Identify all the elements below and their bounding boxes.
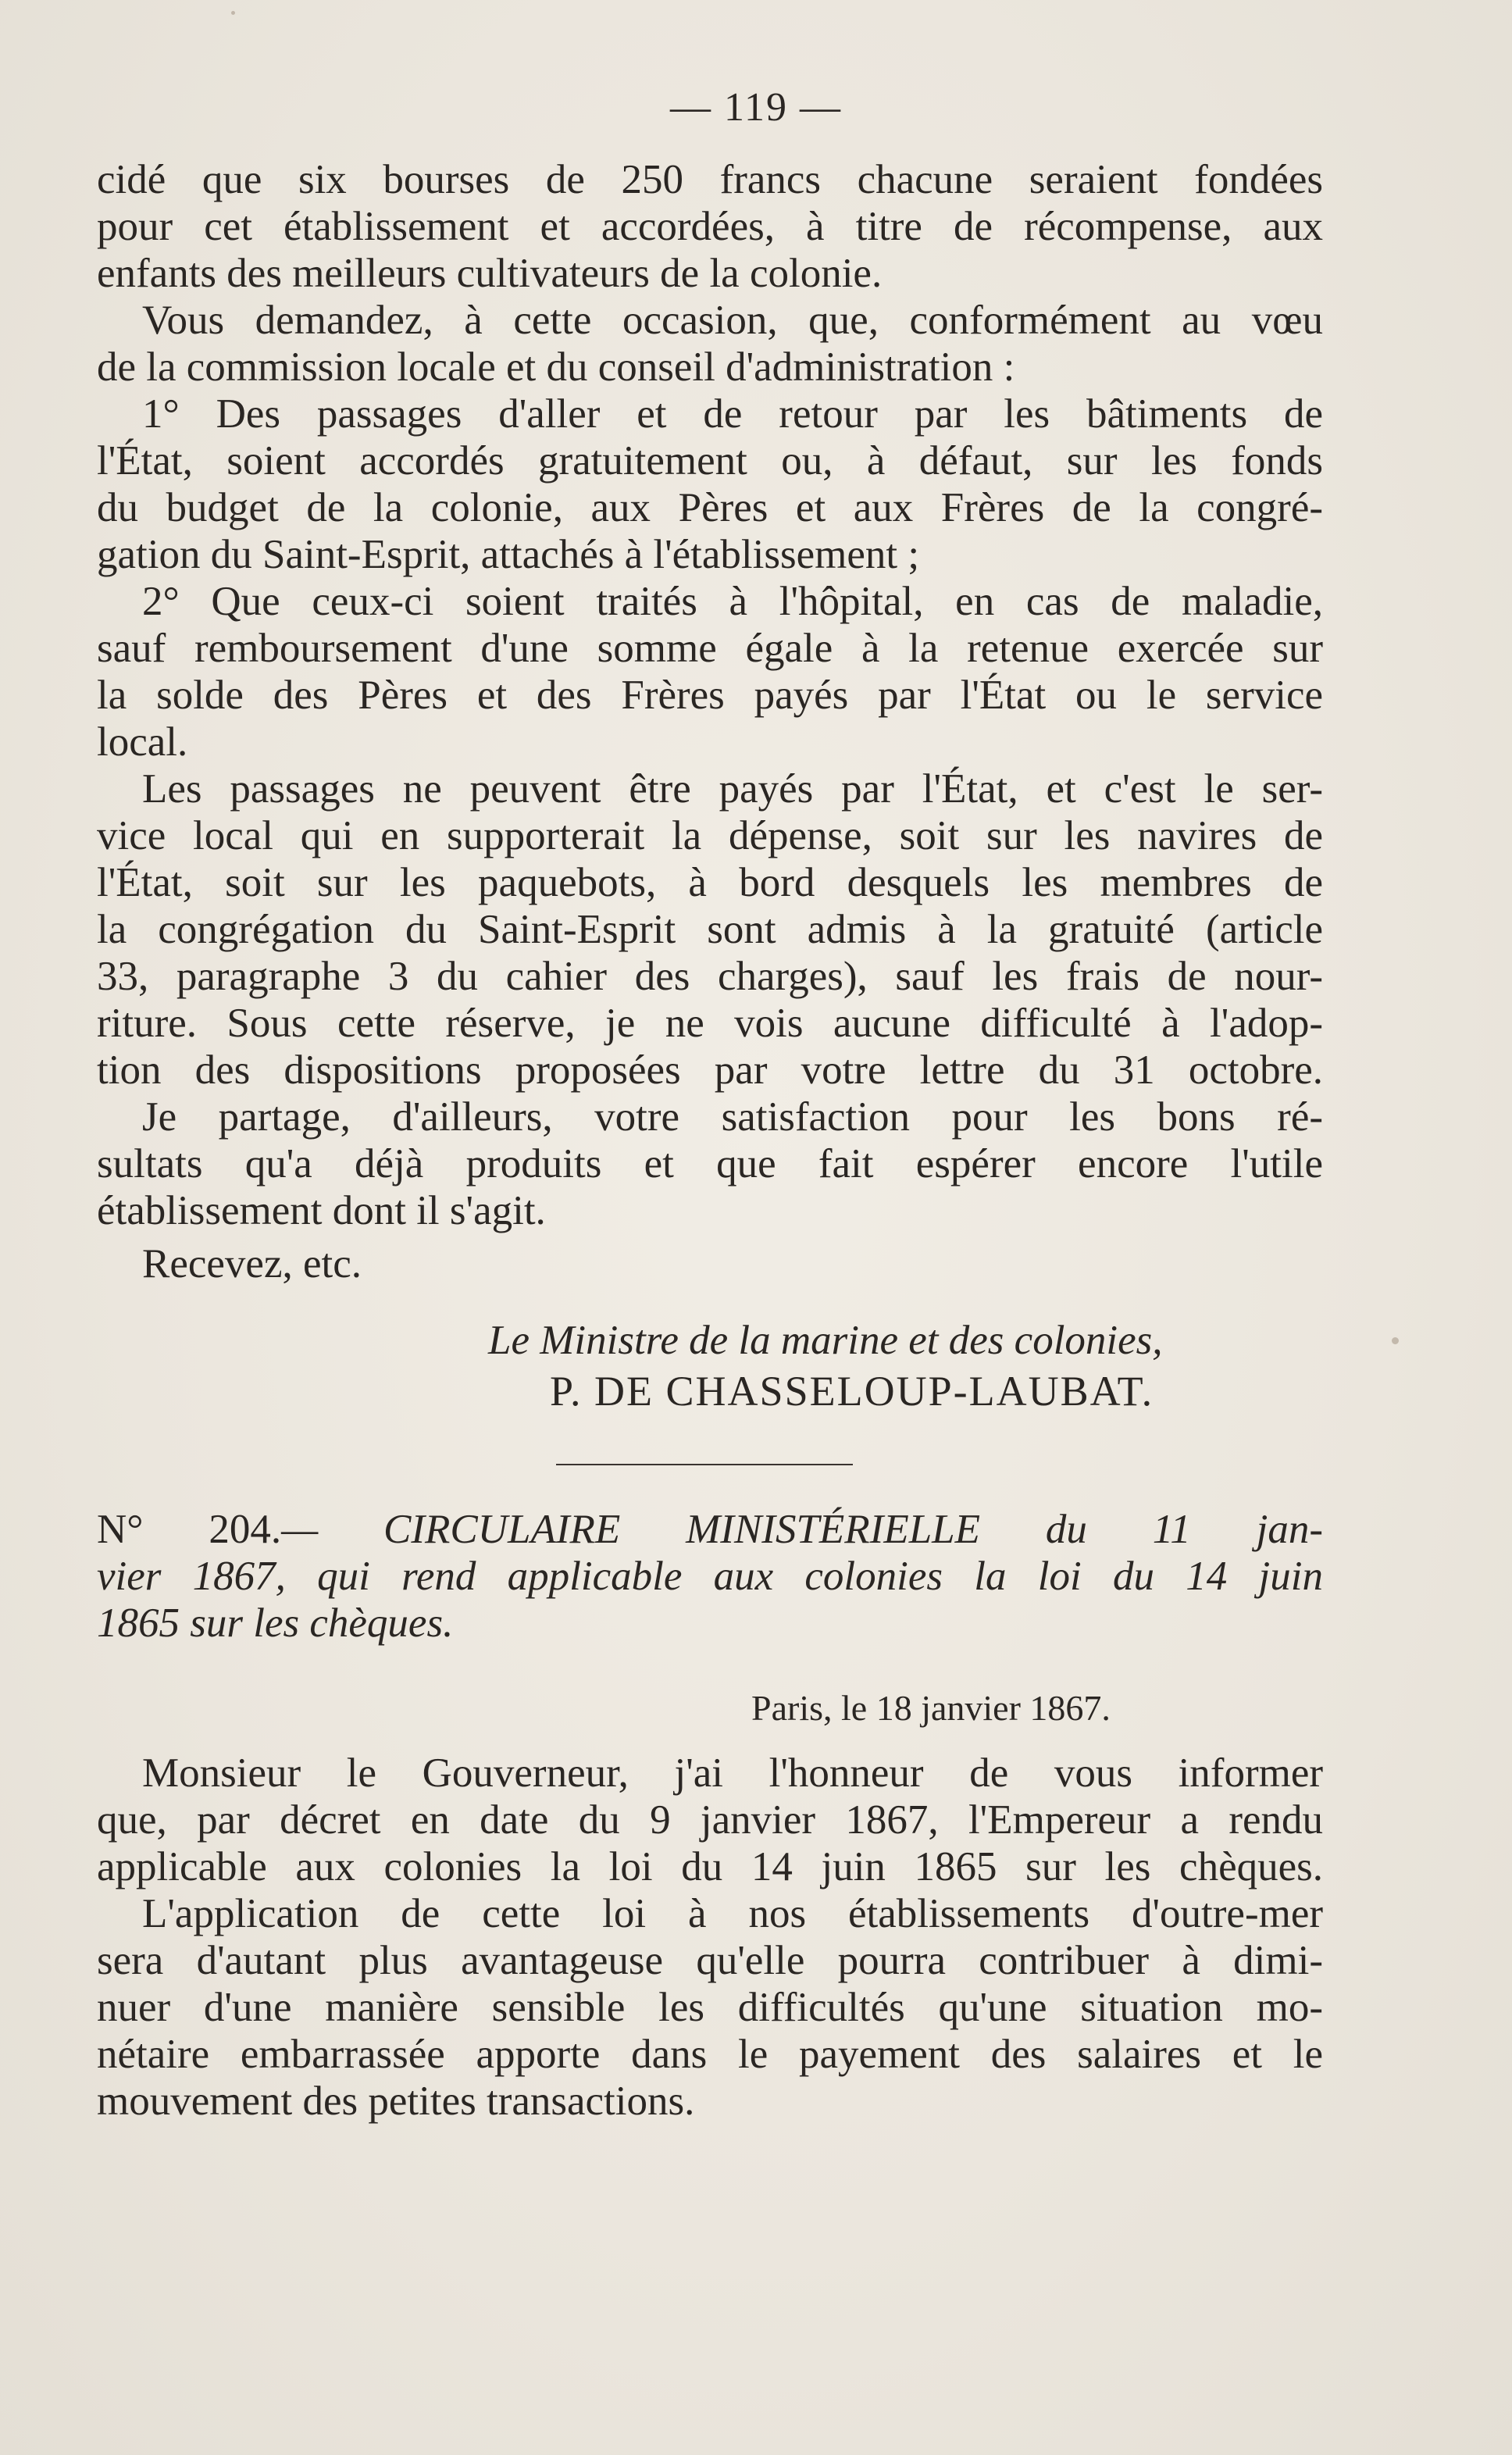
body-line: l'État, soient accordés gratuitement ou, à défaut, sur les fonds	[97, 438, 1323, 484]
circular-number: N° 204.	[97, 1507, 282, 1552]
letter-date: Paris, le 18 janvier 1867.	[751, 1688, 1111, 1728]
body-line: riture. Sous cette réserve, je ne vois aucune difficulté à l'adop-	[97, 1001, 1323, 1046]
body-line: Je partage, d'ailleurs, votre satisfaction pour les bons ré-	[142, 1094, 1323, 1140]
body-line: 2° Que ceux-ci soient traités à l'hôpital, en cas de maladie,	[142, 579, 1323, 624]
body-line: du budget de la colonie, aux Pères et aux Frères de la congré-	[97, 485, 1323, 530]
letter-line: mouvement des petites transactions.	[97, 2079, 695, 2124]
section-divider	[556, 1464, 853, 1465]
circular-heading-line	[97, 1506, 1323, 1553]
letter-line: L'application de cette loi à nos établissements d'outre-mer	[142, 1891, 1323, 1936]
body-line: pour cet établissement et accordées, à titre de récompense, aux	[97, 204, 1323, 249]
body-line: la congrégation du Saint-Esprit sont admis à la gratuité (article	[97, 907, 1323, 952]
letter-text	[97, 1750, 1323, 2125]
body-line: sultats qu'a déjà produits et que fait espérer encore l'utile	[97, 1141, 1323, 1186]
circular-title: — CIRCULAIRE MINISTÉRIELLE du 11 jan-	[281, 1507, 1323, 1552]
body-line: cidé que six bourses de 250 francs chacune seraient fondées	[97, 157, 1323, 202]
signature-title: Le Ministre de la marine et des colonies,	[488, 1318, 1163, 1363]
letter-line: sera d'autant plus avantageuse qu'elle pourra contribuer à dimi-	[97, 1938, 1323, 1983]
letter-line: que, par décret en date du 9 janvier 1867, l'Empereur a rendu	[97, 1797, 1323, 1843]
body-line: enfants des meilleurs cultivateurs de la colonie.	[97, 251, 883, 296]
circular-heading-line: vier 1867, qui rend applicable aux colonies la loi du 14 juin	[97, 1554, 1323, 1599]
paper-speck	[1392, 1337, 1399, 1344]
body-line: vice local qui en supporterait la dépense, soit sur les navires de	[97, 813, 1323, 858]
body-line: de la commission locale et du conseil d'administration :	[97, 344, 1015, 390]
body-line: la solde des Pères et des Frères payés par l'État ou le service	[97, 673, 1323, 718]
body-line: sauf remboursement d'une somme égale à la retenue exercée sur	[97, 626, 1323, 671]
circular-heading-line: 1865 sur les chèques.	[97, 1600, 454, 1646]
body-line: Les passages ne peuvent être payés par l'État, et c'est le ser-	[142, 766, 1323, 812]
paper-speck	[231, 11, 235, 15]
body-line: gation du Saint-Esprit, attachés à l'établissement ;	[97, 532, 920, 577]
body-line: local.	[97, 719, 188, 765]
letter-line: nuer d'une manière sensible les difficultés qu'une situation mo-	[97, 1985, 1323, 2030]
body-line: 1° Des passages d'aller et de retour par les bâtiments de	[142, 391, 1323, 437]
body-text	[97, 156, 1323, 1287]
letter-line: Monsieur le Gouverneur, j'ai l'honneur de vous informer	[142, 1750, 1323, 1796]
body-line: l'État, soit sur les paquebots, à bord desquels les membres de	[97, 860, 1323, 905]
signature-name: P. DE CHASSELOUP-LAUBAT.	[550, 1368, 1154, 1415]
body-line: tion des dispositions proposées par votre lettre du 31 octobre.	[97, 1047, 1323, 1093]
page-number: — 119 —	[669, 85, 843, 130]
body-line: 33, paragraphe 3 du cahier des charges), sauf les frais de nour-	[97, 954, 1323, 999]
letter-line: applicable aux colonies la loi du 14 juin 1865 sur les chèques.	[97, 1844, 1323, 1889]
body-line: Vous demandez, à cette occasion, que, conformément au vœu	[142, 298, 1323, 343]
body-line: Recevez, etc.	[142, 1241, 362, 1286]
circular-heading	[97, 1506, 1323, 1647]
body-line: établissement dont il s'agit.	[97, 1188, 546, 1233]
letter-line: nétaire embarrassée apporte dans le payement des salaires et le	[97, 2032, 1323, 2077]
